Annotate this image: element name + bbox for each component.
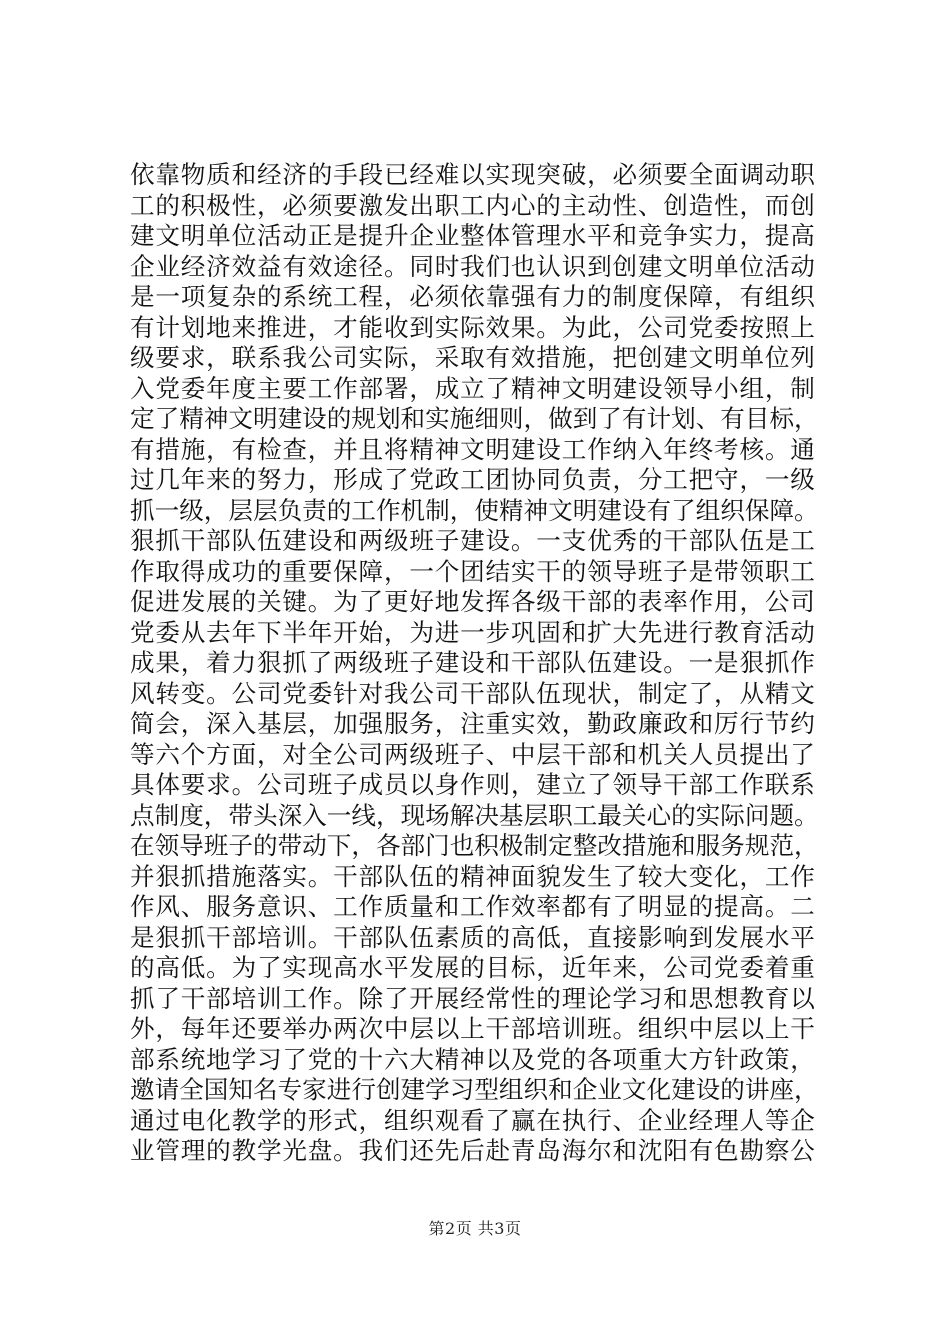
text-line: 抓一级，层层负责的工作机制，使精神文明建设有了组织保障。 — [130, 495, 819, 525]
text-line: 成果，着力狠抓了两级班子建设和干部队伍建设。一是狠抓作 — [130, 648, 816, 677]
text-line: 入党委年度主要工作部署，成立了精神文明建设领导小组，制 — [130, 373, 816, 403]
text-line: 简会，深入基层，加强服务，注重实效，勤政廉政和厉行节约 — [130, 709, 816, 738]
text-line: 党委从去年下半年开始，为进一步巩固和扩大先进行教育活动 — [130, 617, 816, 647]
text-line: 业管理的教学光盘。我们还先后赴青岛海尔和沈阳有色勘察公 — [130, 1136, 816, 1165]
body-text — [130, 160, 830, 1167]
text-line: 外，每年还要举办两次中层以上干部培训班。组织中层以上干 — [130, 1014, 816, 1043]
text-line: 依靠物质和经济的手段已经难以实现突破，必须要全面调动职 — [130, 160, 816, 189]
text-line: 具体要求。公司班子成员以身作则，建立了领导干部工作联系 — [130, 770, 816, 799]
text-line: 部系统地学习了党的十六大精神以及党的各项重大方针政策， — [130, 1044, 816, 1074]
page-number: 第2页 共3页 — [428, 1219, 522, 1238]
text-line: 促进发展的关键。为了更好地发挥各级干部的表率作用，公司 — [130, 587, 816, 616]
text-line: 通过电化教学的形式，组织观看了赢在执行、企业经理人等企 — [130, 1105, 816, 1135]
text-line: 的高低。为了实现高水平发展的目标，近年来，公司党委着重 — [130, 953, 816, 982]
text-line: 作风、服务意识、工作质量和工作效率都有了明显的提高。二 — [130, 892, 816, 921]
text-line: 等六个方面，对全公司两级班子、中层干部和机关人员提出了 — [130, 739, 816, 769]
text-line: 有措施，有检查，并且将精神文明建设工作纳入年终考核。通 — [130, 434, 816, 464]
text-line: 狠抓干部队伍建设和两级班子建设。一支优秀的干部队伍是工 — [130, 526, 816, 555]
text-line: 过几年来的努力，形成了党政工团协同负责，分工把守，一级 — [130, 465, 816, 494]
text-line: 点制度，带头深入一线，现场解决基层职工最关心的实际问题。 — [130, 800, 819, 830]
text-line: 工的积极性，必须要激发出职工内心的主动性、创造性，而创 — [130, 190, 816, 220]
text-line: 风转变。公司党委针对我公司干部队伍现状，制定了，从精文 — [130, 678, 816, 708]
text-line: 有计划地来推进，才能收到实际效果。为此，公司党委按照上 — [130, 312, 816, 342]
text-line: 是一项复杂的系统工程，必须依靠强有力的制度保障，有组织 — [130, 282, 816, 311]
text-line: 级要求，联系我公司实际，采取有效措施，把创建文明单位列 — [130, 343, 816, 372]
text-line: 邀请全国知名专家进行创建学习型组织和企业文化建设的讲座， — [130, 1075, 819, 1104]
text-line: 在领导班子的带动下，各部门也积极制定整改措施和服务规范， — [130, 831, 819, 860]
text-line: 定了精神文明建设的规划和实施细则，做到了有计划、有目标， — [130, 404, 819, 433]
text-line: 作取得成功的重要保障，一个团结实干的领导班子是带领职工 — [130, 556, 816, 586]
text-line: 是狠抓干部培训。干部队伍素质的高低，直接影响到发展水平 — [130, 922, 816, 952]
text-line: 抓了干部培训工作。除了开展经常性的理论学习和思想教育以 — [130, 983, 816, 1013]
text-line: 建文明单位活动正是提升企业整体管理水平和竞争实力，提高 — [130, 221, 816, 250]
text-line: 企业经济效益有效途径。同时我们也认识到创建文明单位活动 — [130, 251, 816, 281]
text-line: 并狠抓措施落实。干部队伍的精神面貌发生了较大变化，工作 — [130, 861, 816, 891]
